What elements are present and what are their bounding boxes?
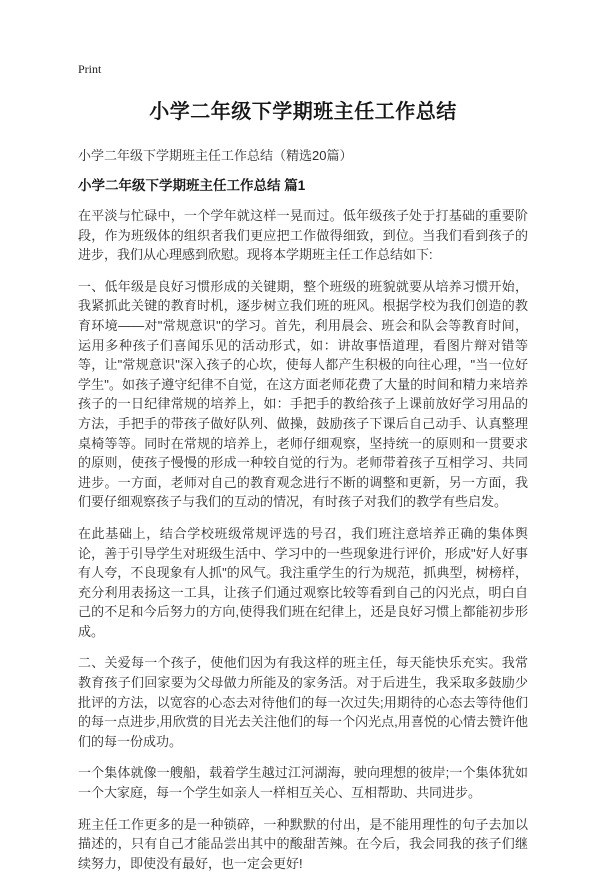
article-paragraph: 在平淡与忙碌中，一个学年就这样一晃而过。低年级孩子处于打基础的重要阶段，作为班级体的组织者我们更应把工作做得细致，到位。当我们看到孩子的进步，我们从心理感到欣慰。现将本学期班主任工作总结如下:	[78, 208, 528, 263]
print-link[interactable]: Print	[78, 62, 102, 76]
page-title: 小学二年级下学期班主任工作总结	[149, 101, 457, 123]
article-paragraph: 二、关爱每一个孩子，使他们因为有我这样的班主任，每天能快乐充实。我常教育孩子们回家要为父母做力所能及的家务活。对于后进生，我采取多鼓励少批评的方法，以宽容的心态去对待他们的每一次过失;用期待的心态去等待他们的每一点进步,用欣赏的目光去关注他们的每一个闪光点,用喜悦的心情去赞许他们的每一份成功。	[78, 655, 528, 749]
article-paragraph: 一个集体就像一艘船，载着学生越过江河湖海，驶向理想的彼岸;一个集体犹如一个大家庭，每一个学生如亲人一样相互关心、互相帮助、共同进步。	[78, 765, 528, 801]
article-paragraph: 一、低年级是良好习惯形成的关键期，整个班级的班貌就要从培养习惯开始，我紧抓此关键的教育时机，逐步树立我们班的班风。根据学校为我们创造的教育环境——对"常规意识"的学习。首先，利用晨会、班会和队会等教育时间，运用多种孩子们喜闻乐见的活动形式，如：讲故事悟道理，看图片辩对错等等，让"常规意识"深入孩子的心坎，使每人都产生积极的向往心理，"当一位好学生"。如孩子遵守纪律不自觉，在这方面老师花费了大量的时间和精力来培养孩子的一日纪律常规的培养上，如：手把手的教给孩子上课前放好学习用品的方法，手把手的带孩子做好队列、做操，鼓励孩子下课后自己动手、认真整理桌椅等等。同时在常规的培养上，老师仔细观察，坚持统一的原则和一贯要求的原则，使孩子慢慢的形成一种较自觉的行为。老师带着孩子互相学习、共同进步。一方面，老师对自己的教育观念进行不断的调整和更新，另一方面，我们要仔细观察孩子与我们的互动的情况，有时孩子对我们的教学有些启发。	[78, 278, 528, 510]
article-paragraph: 在此基础上，结合学校班级常规评选的号召，我们班注意培养正确的集体舆论，善于引导学生对班级生活中、学习中的一些现象进行评价，形成"好人好事有人夸，不良现象有人抓"的风气。我注重学生的行为规范，抓典型，树榜样，充分利用表扬这一工具，让孩子们通过观察比较等看到自己的闪光点，明白自己的不足和今后努力的方向,使得我们班在纪律上，还是良好习惯上都能初步形成。	[78, 525, 528, 639]
article-paragraph: 班主任工作更多的是一种锁碎，一种默默的付出，是不能用理性的句子去加以描述的，只有自己才能品尝出其中的酸甜苦辣。在今后，我会同我的孩子们继续努力，即使没有最好，也一定会更好!	[78, 816, 528, 871]
article-subtitle: 小学二年级下学期班主任工作总结（精选20篇）	[78, 148, 353, 163]
section-heading: 小学二年级下学期班主任工作总结 篇1	[78, 178, 306, 193]
